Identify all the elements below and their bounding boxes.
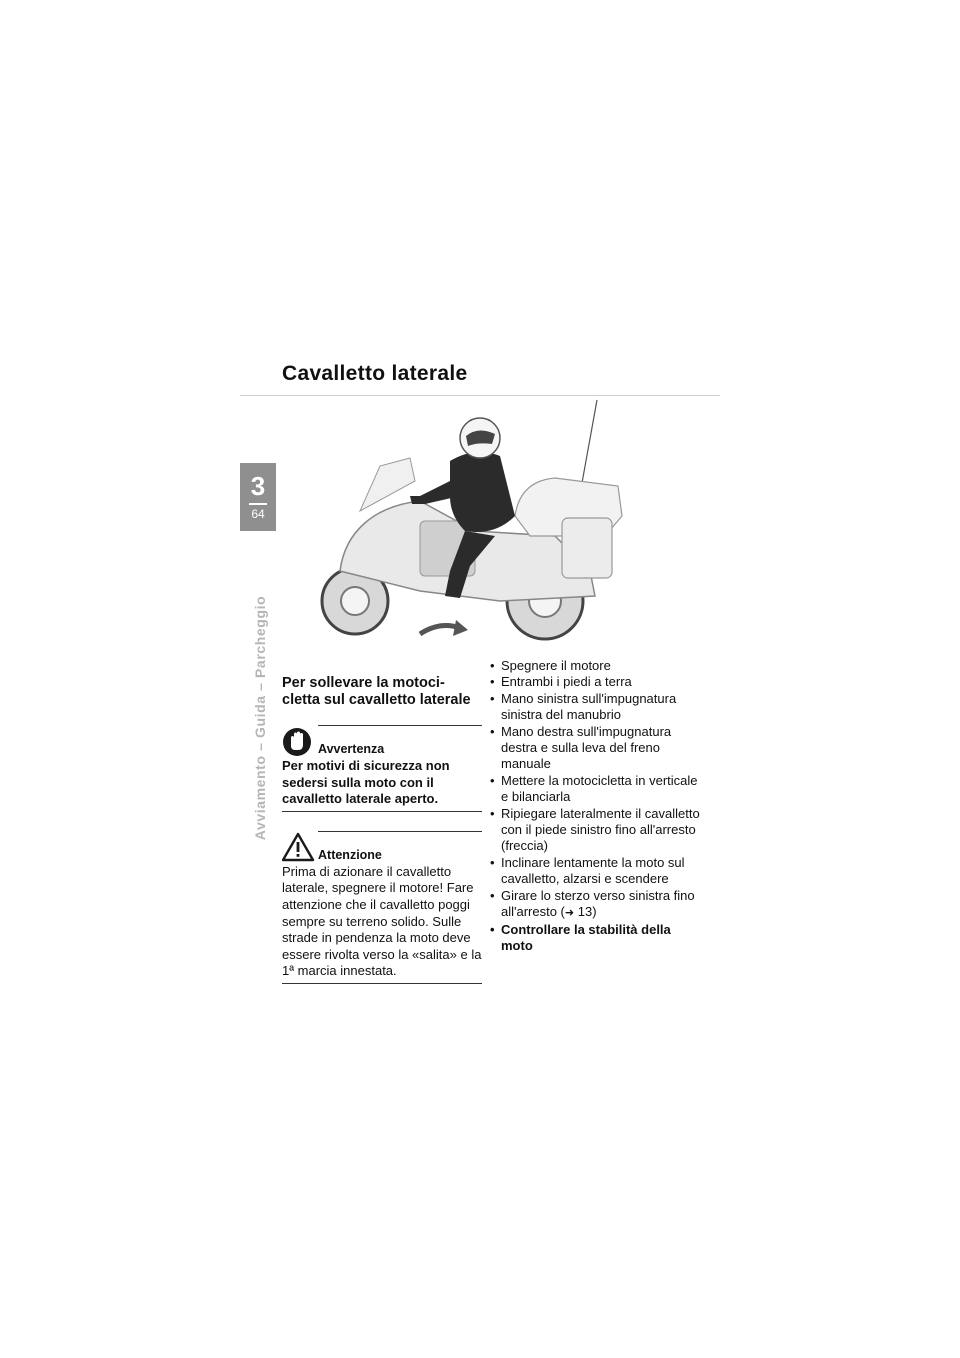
section-heading <box>282 675 482 709</box>
section-heading-line-2: cletta sul cavalletto laterale <box>282 692 471 708</box>
warning-triangle-icon <box>282 831 316 863</box>
warning-text: Per motivi di sicurezza non sedersi sulla moto con il cavalletto laterale aperto. <box>282 758 450 807</box>
side-section-label: Avviamento – Guida – Parcheggio <box>252 595 268 841</box>
step-item: • Mano sinistra sull'impugnatura sinistra del manubrio <box>490 691 705 724</box>
step-item-final: • Controllare la stabilità della moto <box>490 922 705 955</box>
chapter-number: 3 <box>250 471 266 501</box>
right-column <box>490 658 705 954</box>
step-item-steering <box>490 888 705 922</box>
warning-bottom-rule <box>282 811 482 812</box>
chapter-tab <box>240 463 276 531</box>
step-text-end: ) <box>592 904 597 920</box>
caution-bottom-rule <box>282 983 482 984</box>
caution-top-rule <box>318 831 482 832</box>
section-heading-line-1: Per sollevare la motoci- <box>282 675 445 691</box>
step-item: • Ripiegare lateralmente il cavalletto con il piede sinistro fino all'arresto (freccia) <box>490 806 705 855</box>
page-reference: 13 <box>574 904 593 920</box>
step-item: • Inclinare lentamente la moto sul cavalletto, alzarsi e scendere <box>490 855 705 888</box>
left-column <box>282 675 482 984</box>
step-item: • Entrambi i piedi a terra <box>490 674 705 690</box>
steps-list <box>490 658 705 954</box>
step-item: • Spegnere il motore <box>490 658 705 674</box>
warning-note <box>282 725 482 812</box>
page-title: Cavalletto laterale <box>282 362 468 385</box>
page-number: 64 <box>251 507 265 521</box>
chapter-divider <box>249 503 267 505</box>
motorcycle-illustration <box>300 396 660 660</box>
caution-note <box>282 831 482 984</box>
step-item: • Mano destra sull'impugnatura destra e sulla leva del freno manuale <box>490 724 705 773</box>
step-item: • Mettere la motocicletta in verticale e bilanciarla <box>490 773 705 806</box>
warning-title: Avvertenza <box>318 742 385 756</box>
stop-hand-icon <box>282 725 316 757</box>
caution-text: Prima di azionare il cavalletto laterale, spegnere il motore! Fare attenzione che il cavalletto poggi sempre su terreno solido. Sulle strade in pendenza la moto deve essere rivolta verso la «salita» e la 1ª marcia innestata. <box>282 863 482 979</box>
caution-title: Attenzione <box>318 847 382 862</box>
arrow-right-icon: ➜ <box>564 907 575 920</box>
warning-top-rule <box>318 725 482 726</box>
step-text: Girare lo sterzo verso sinistra fino all'arresto ( <box>501 887 695 920</box>
